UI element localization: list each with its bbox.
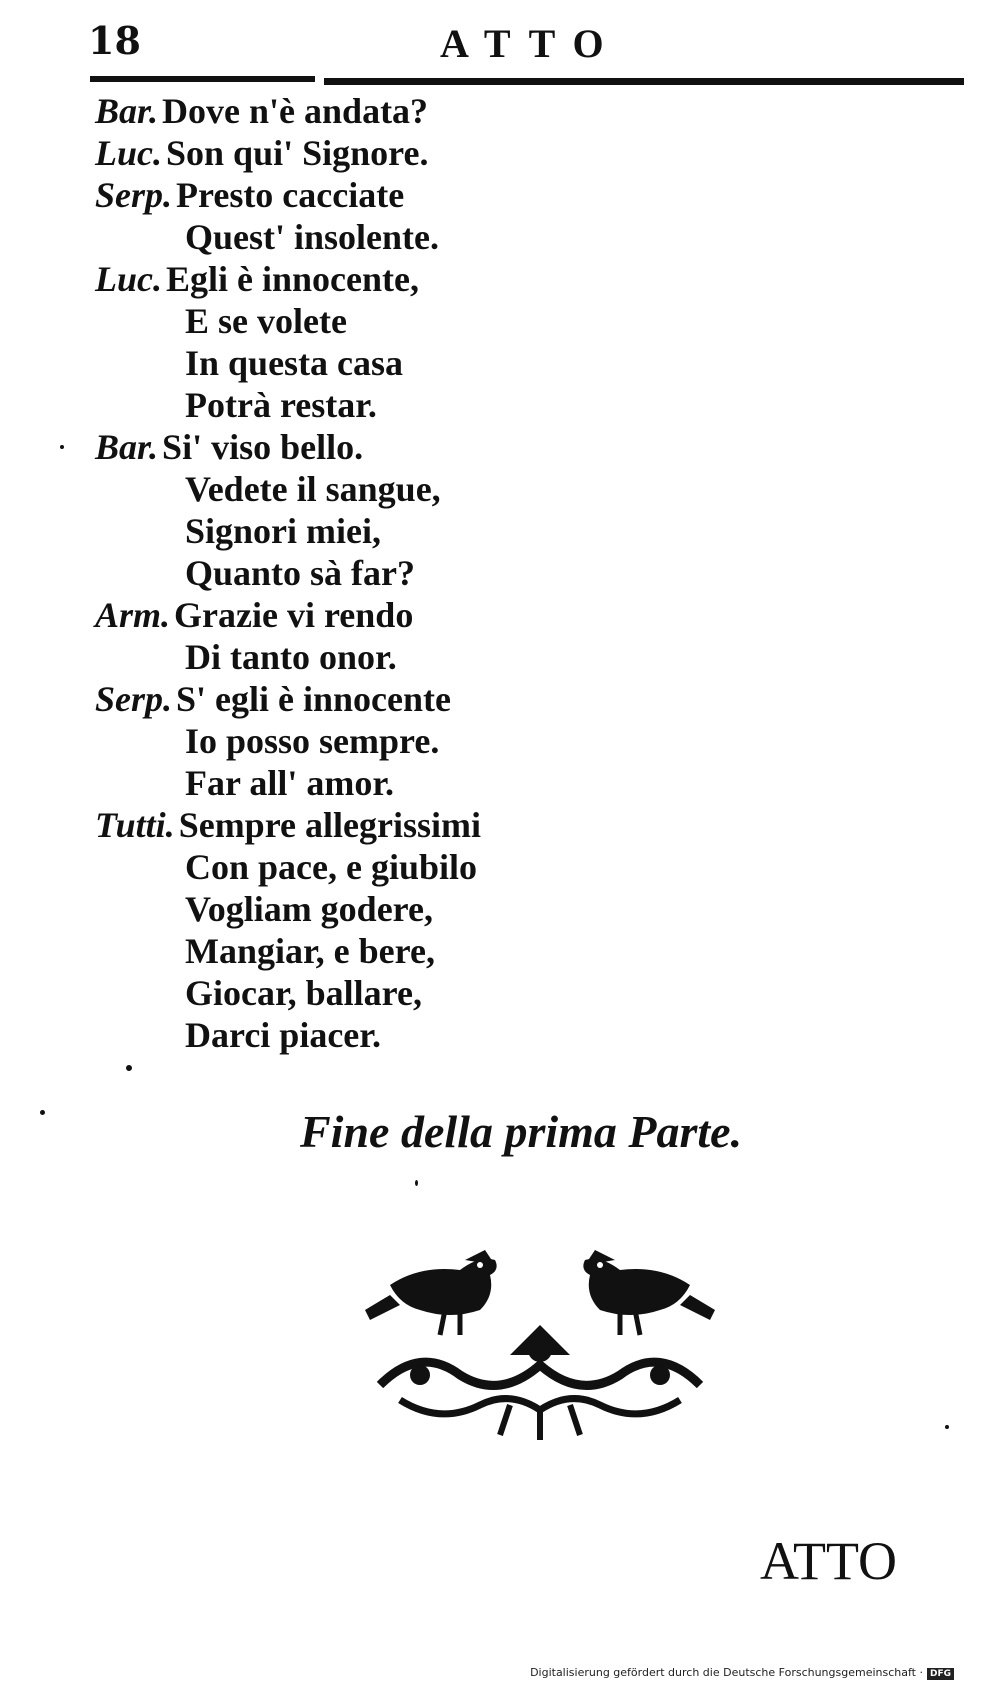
- speaker-label: Bar.: [95, 427, 159, 467]
- verse-line: [95, 468, 915, 510]
- verse-line: [95, 804, 915, 846]
- verse-text: Grazie vi rendo: [174, 595, 414, 635]
- speaker-label: Arm.: [95, 595, 171, 635]
- ink-speck: [40, 1110, 45, 1115]
- verse-text: Mangiar, e bere,: [185, 931, 435, 971]
- verse-text: Quanto sà far?: [185, 553, 416, 593]
- catchword: ATTO: [760, 1531, 898, 1591]
- speaker-label: Serp.: [95, 175, 173, 215]
- verse-line: [95, 930, 915, 972]
- ink-speck: [945, 1425, 949, 1429]
- end-of-part-caption: Fine della prima Parte.: [300, 1106, 743, 1157]
- verse-text: Quest' insolente.: [185, 217, 440, 257]
- digitization-credit: [530, 1666, 954, 1680]
- header-rule-left: [90, 76, 315, 82]
- verse-text: Con pace, e giubilo: [185, 847, 478, 887]
- verse-line: [95, 846, 915, 888]
- verse-text: Egli è innocente,: [166, 259, 419, 299]
- verse-text: Di tanto onor.: [185, 637, 397, 677]
- verse-text: Far all' amor.: [185, 763, 394, 803]
- verse-text: Giocar, ballare,: [185, 973, 422, 1013]
- verse-line: [95, 90, 915, 132]
- ink-speck: [60, 445, 64, 449]
- verse-text: Vedete il sangue,: [185, 469, 441, 509]
- verse-text: S' egli è innocente: [176, 679, 451, 719]
- verse-line: [95, 1014, 915, 1056]
- verse-line: [95, 636, 915, 678]
- verse-line: [95, 174, 915, 216]
- verse-line: [95, 300, 915, 342]
- speaker-label: Luc.: [95, 259, 162, 299]
- verse-line: [95, 678, 915, 720]
- verse-line: [95, 384, 915, 426]
- verse-text: Vogliam godere,: [185, 889, 433, 929]
- verse-line: [95, 720, 915, 762]
- speaker-label: Tutti.: [95, 805, 175, 845]
- verse-text: Presto cacciate: [176, 175, 405, 215]
- verse-text: In questa casa: [185, 343, 404, 383]
- verse-line: [95, 972, 915, 1014]
- ink-speck: [415, 1180, 418, 1186]
- verse-text: Potrà restar.: [185, 385, 377, 425]
- verse-text: E se volete: [185, 301, 347, 341]
- running-title: ATTO: [440, 21, 622, 66]
- verse-text: Sempre allegrissimi: [178, 805, 481, 845]
- verse-text: Signori miei,: [185, 511, 381, 551]
- verse-line: [95, 216, 915, 258]
- speaker-label: Luc.: [95, 133, 162, 173]
- speaker-label: Serp.: [95, 679, 173, 719]
- verse-text: Dove n'è andata?: [162, 91, 429, 131]
- verse-text: Son qui' Signore.: [166, 133, 429, 173]
- verse-line: [95, 888, 915, 930]
- verse-text: Darci piacer.: [185, 1015, 381, 1055]
- dfg-logo: DFG: [927, 1668, 954, 1680]
- verse-line: [95, 510, 915, 552]
- verse-line: [95, 258, 915, 300]
- verse-line: [95, 342, 915, 384]
- verse-line: [95, 426, 915, 468]
- verse-line: [95, 552, 915, 594]
- verse-line: [95, 594, 915, 636]
- verse-text: Si' viso bello.: [162, 427, 364, 467]
- two-birds-on-foliage-ornament-icon: [360, 1225, 720, 1455]
- verse-text: Io posso sempre.: [185, 721, 440, 761]
- verse-block: [95, 90, 915, 1056]
- verse-line: [95, 762, 915, 804]
- ink-speck: [126, 1065, 132, 1071]
- page-number: 18: [88, 18, 141, 63]
- credit-text: Digitalisierung gefördert durch die Deutsche Forschungsgemeinschaft ·: [530, 1666, 923, 1679]
- header-rule-right: [324, 78, 964, 85]
- speaker-label: Bar.: [95, 91, 159, 131]
- verse-line: [95, 132, 915, 174]
